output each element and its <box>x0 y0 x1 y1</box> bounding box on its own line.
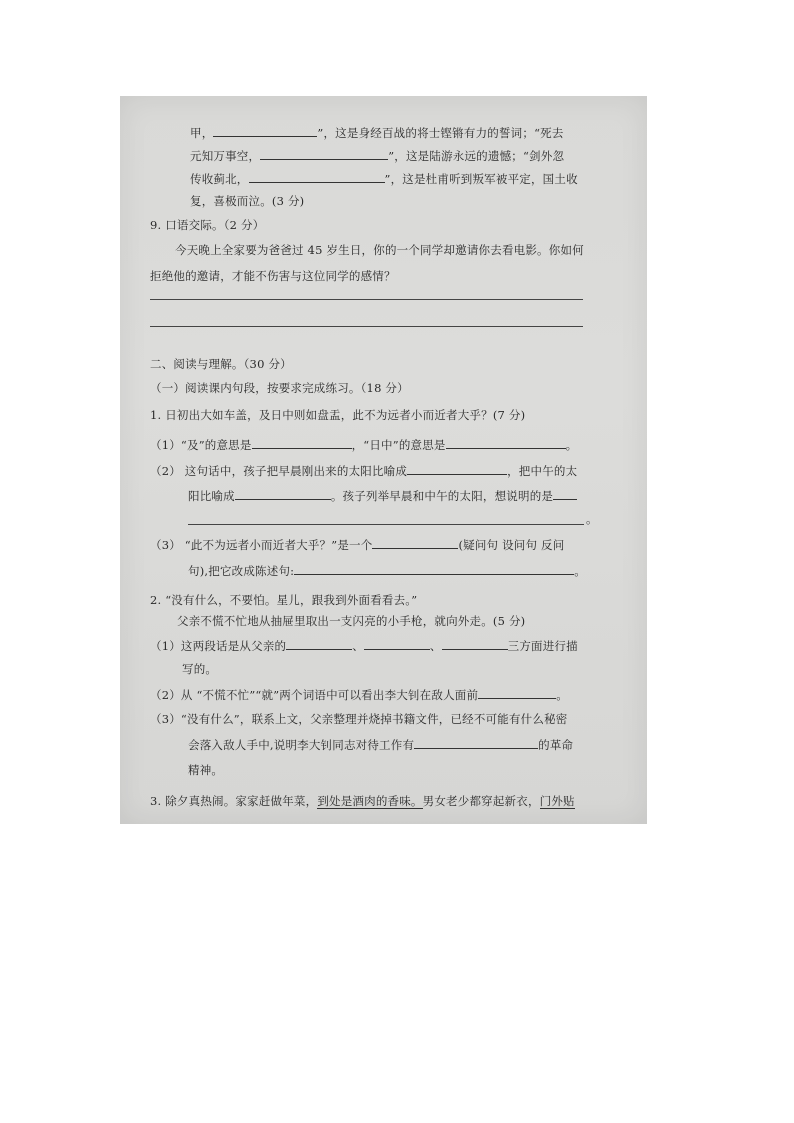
r2-q1-line-2: 写的。 <box>182 662 218 676</box>
r1-quote: 1. 日初出大如车盖，及日中则如盘盂，此不为远者小而近者大乎？(7 分) <box>150 408 526 422</box>
q8-line-1: 甲， ”，这是身经百战的将士铿锵有力的誓词；“死去 <box>190 126 564 140</box>
r2-quote-1: 2. “没有什么，不要怕。星儿，跟我到外面看看去。” <box>150 593 418 607</box>
q8-line-3: 传收蓟北， ”，这是杜甫听到叛军被平定，国土收 <box>190 172 578 186</box>
answer-blank[interactable] <box>446 436 566 449</box>
answer-blank[interactable] <box>478 686 556 699</box>
q8-line-4: 复，喜极而泣。(3 分) <box>190 194 305 208</box>
answer-blank[interactable] <box>213 124 317 137</box>
answer-blank[interactable] <box>414 736 538 749</box>
answer-blank[interactable] <box>249 170 385 183</box>
q8-line-2: 元知万事空， ”，这是陆游永远的遗憾；“剑外忽 <box>190 149 565 163</box>
r2-q1-line-1: （1）这两段话是从父亲的 、 、 三方面进行描 <box>150 639 578 653</box>
answer-blank[interactable] <box>407 462 507 475</box>
r2-quote-2: 父亲不慌不忙地从抽屉里取出一支闪亮的小手枪，就向外走。(5 分) <box>177 614 526 628</box>
q9-title: 9. 口语交际。（2 分） <box>150 218 265 232</box>
answer-blank[interactable] <box>252 436 352 449</box>
section-2-title: 二、阅读与理解。（30 分） <box>150 357 292 371</box>
r2-q3-line-2: 会落入敌人手中,说明李大钊同志对待工作有 的革命 <box>188 738 574 752</box>
r1-q2-line-2: 阳比喻成 。孩子列举早晨和中午的太阳，想说明的是 <box>188 487 577 504</box>
r3-text: 3. 除夕真热闹。家家赶做年菜，到处是酒肉的香味。男女老少都穿起新衣，门外贴 <box>150 794 575 808</box>
r2-q3-line-3: 精神。 <box>188 763 224 777</box>
answer-blank[interactable] <box>364 637 430 650</box>
answer-line[interactable] <box>150 326 583 327</box>
answer-blank[interactable] <box>553 487 577 500</box>
r1-q1: （1）“及”的意思是 ，“日中”的意思是 。 <box>150 438 578 452</box>
section-2-sub-1: （一）阅读课内句段，按要求完成练习。（18 分） <box>150 381 409 395</box>
answer-blank[interactable] <box>235 487 331 500</box>
answer-line[interactable] <box>188 524 584 525</box>
q9-text-1: 今天晚上全家要为爸爸过 45 岁生日，你的一个同学却邀请你去看电影。你如何 <box>175 243 584 257</box>
r1-q2-end: 。 <box>586 512 598 526</box>
scanned-page-photo <box>120 96 647 824</box>
r2-q3-line-1: （3）“没有什么”，联系上文，父亲整理并烧掉书籍文件，已经不可能有什么秘密 <box>150 712 568 726</box>
q9-text-2: 拒绝他的邀请，才能不伤害与这位同学的感情？ <box>150 269 396 283</box>
r2-q2: （2）从 “不慌不忙”“就”两个词语中可以看出李大钊在敌人面前 。 <box>150 688 568 702</box>
r1-q3-line-1: （3） “此不为远者小而近者大乎？”是一个 (疑问句 设问句 反问 <box>150 538 565 552</box>
answer-blank[interactable] <box>286 637 352 650</box>
r1-q2-line-1: （2） 这句话中，孩子把早晨刚出来的太阳比喻成 ，把中午的太 <box>150 464 578 478</box>
answer-blank[interactable] <box>260 147 388 160</box>
answer-line[interactable] <box>150 299 583 300</box>
answer-blank[interactable] <box>442 637 508 650</box>
r1-q3-line-2: 句),把它改成陈述句: 。 <box>188 564 586 578</box>
answer-blank[interactable] <box>372 536 458 549</box>
answer-blank[interactable] <box>294 562 574 575</box>
